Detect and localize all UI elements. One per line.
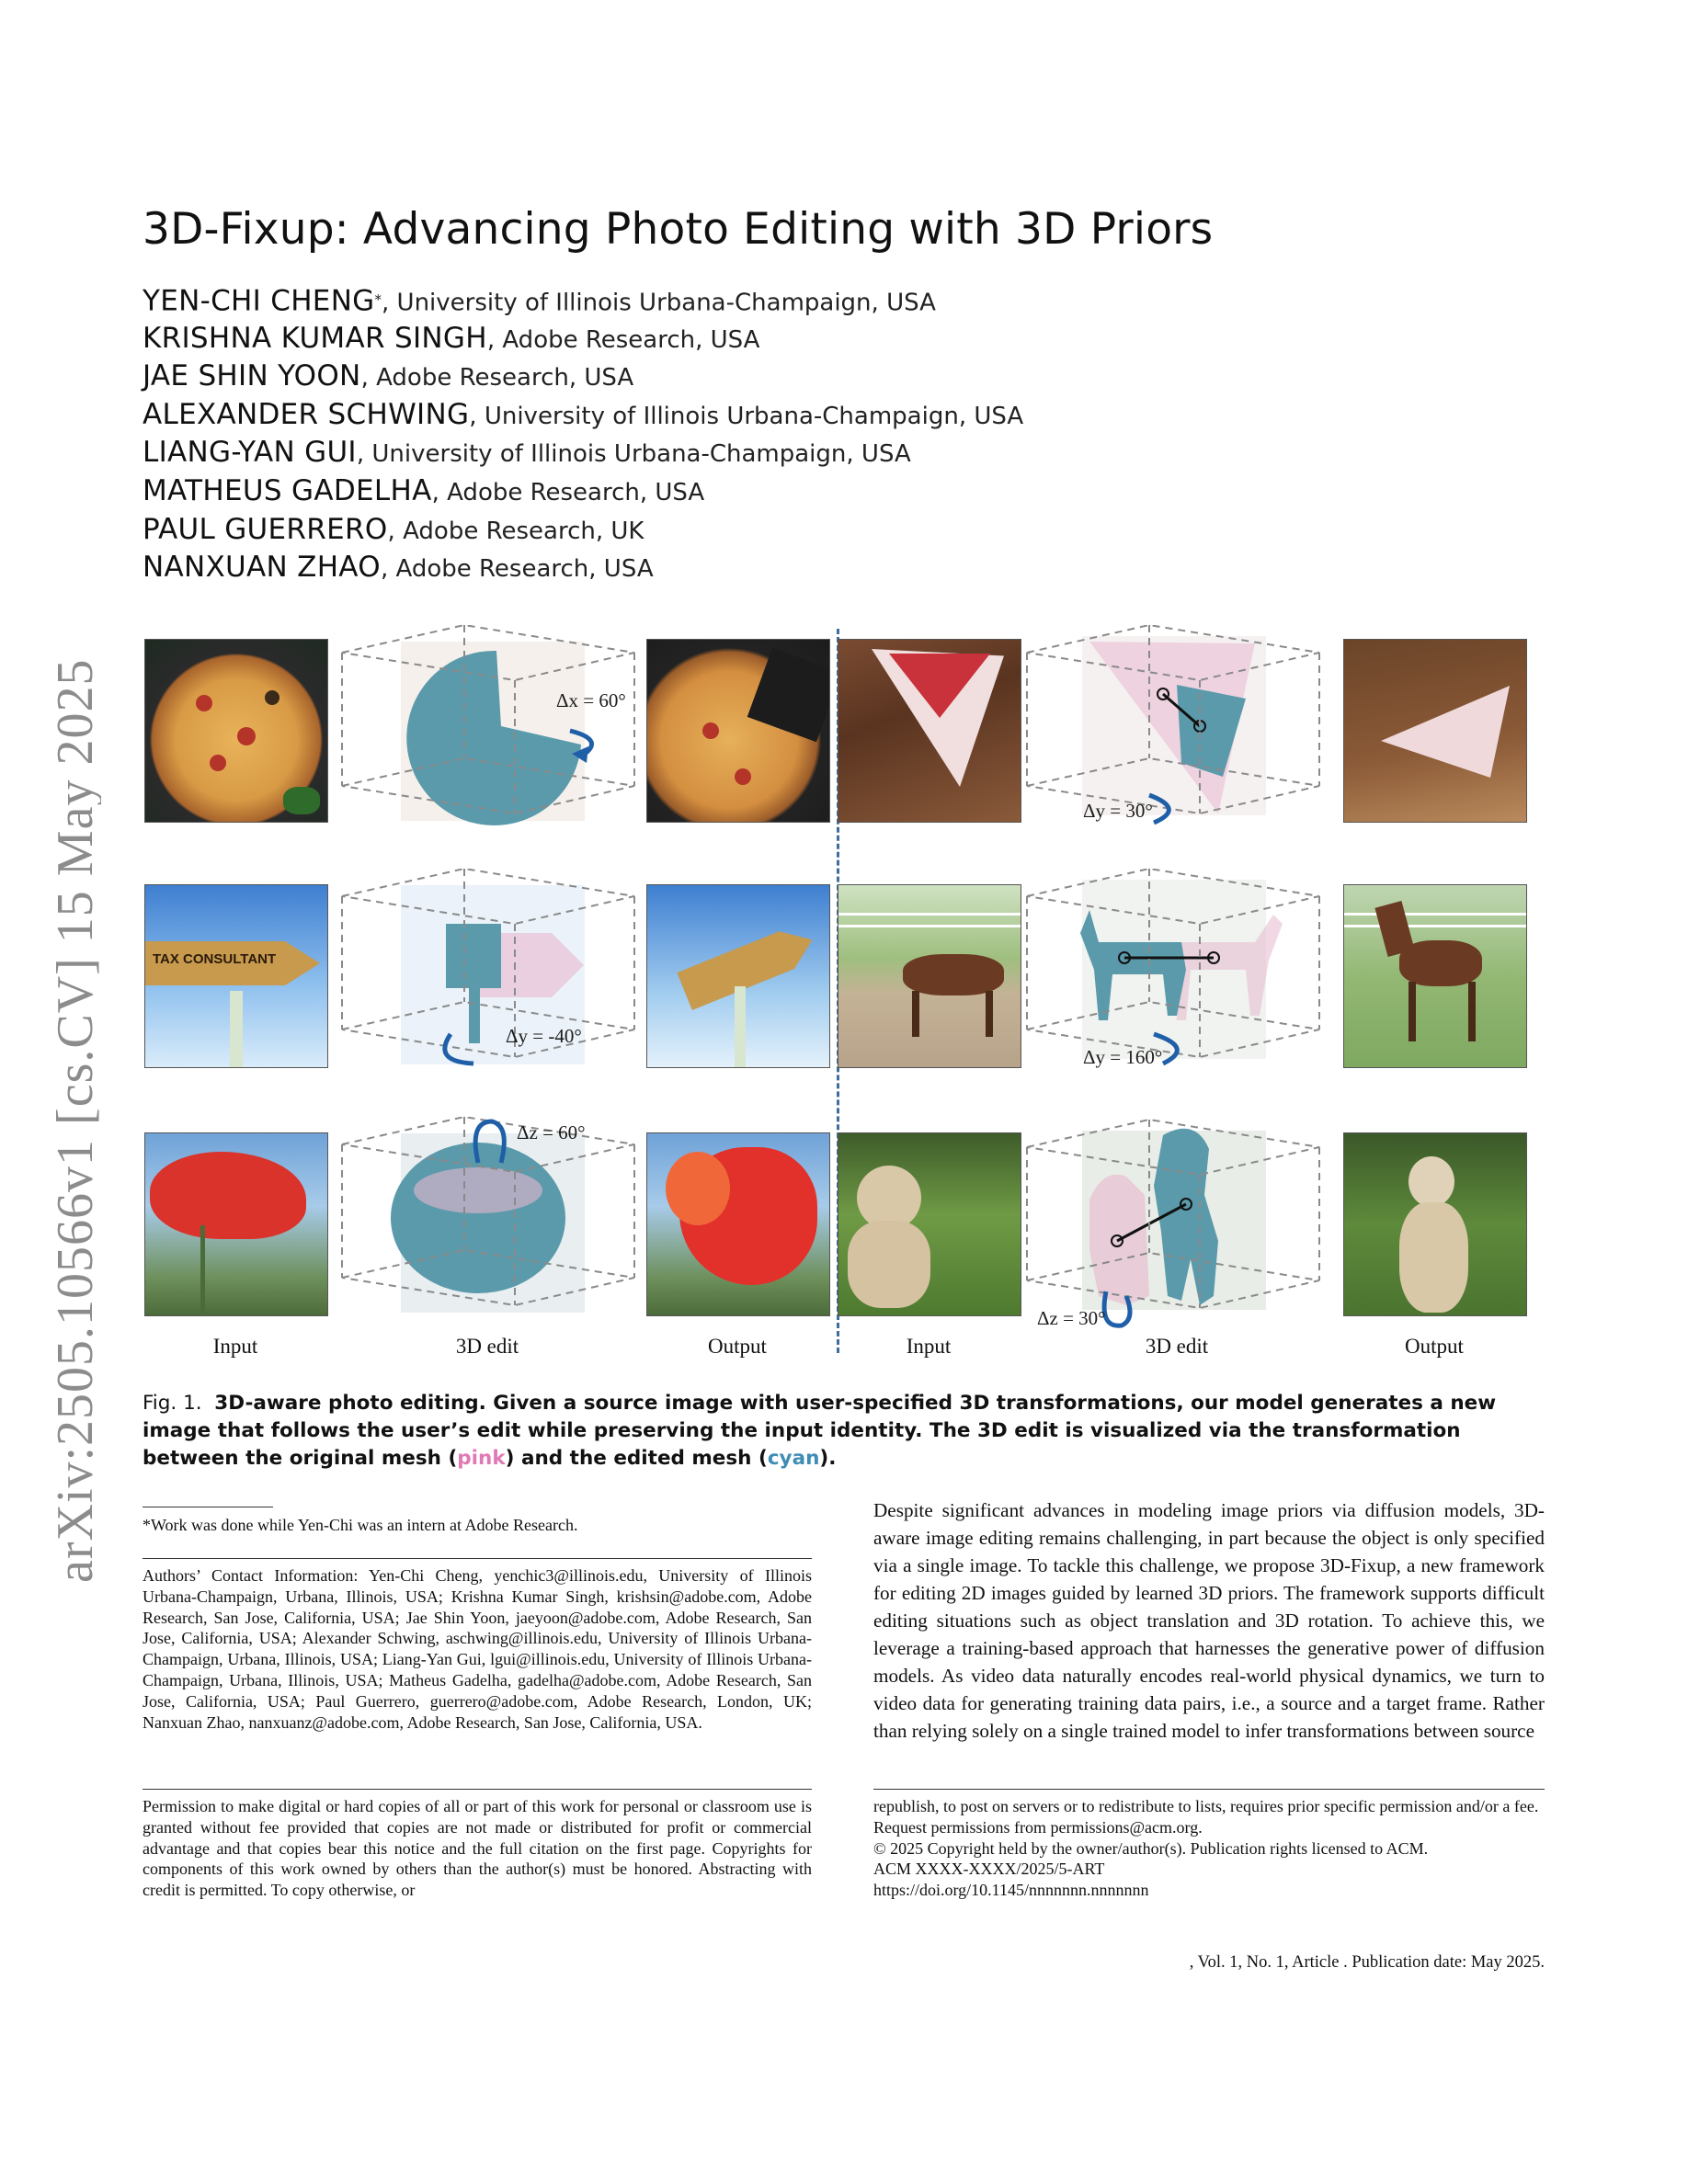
input-image-sign bbox=[144, 884, 328, 1068]
arxiv-stamp-text: arXiv:2505.10566v1 [cs.CV] 15 May 2025 bbox=[47, 658, 101, 1583]
author-name: KRISHNA KUMAR SINGH bbox=[143, 321, 487, 355]
output-image-poppy bbox=[646, 1132, 830, 1316]
author-line bbox=[143, 549, 1430, 587]
permission-line: republish, to post on servers or to redistribute to lists, requires prior specific permission and/or a fee. Request permissions from permissions@acm.org. bbox=[873, 1797, 1539, 1837]
journal-info: , Vol. 1, No. 1, Article . Publication date: May 2025. bbox=[1189, 1953, 1545, 1972]
author-line bbox=[143, 320, 1430, 358]
author-affiliation: , University of Illinois Urbana-Champaign, USA bbox=[356, 440, 911, 469]
column-label: Input bbox=[212, 1335, 258, 1358]
author-affiliation: , University of Illinois Urbana-Champaign, USA bbox=[382, 289, 936, 317]
author-affiliation: , Adobe Research, UK bbox=[387, 517, 644, 545]
figure-caption bbox=[143, 1390, 1549, 1473]
edit-label: Δz = 60° bbox=[517, 1121, 586, 1143]
edit-cube-poppy bbox=[340, 1117, 644, 1328]
caption-text-end: ). bbox=[819, 1447, 837, 1470]
caption-text: 3D-aware photo editing. Given a source image with user-specified 3D transformations, our model generates a new image that follows the user’s edit while preserving the input identity. The 3D edit is visualized via the transformation between the original mesh ( bbox=[143, 1392, 1497, 1470]
edit-label: Δz = 30° bbox=[1037, 1307, 1106, 1329]
output-image-horse bbox=[1343, 884, 1527, 1068]
output-image-dog bbox=[1343, 1132, 1527, 1316]
edit-label: Δx = 60° bbox=[556, 689, 626, 711]
caption-pink: pink bbox=[457, 1447, 506, 1470]
column-label: Input bbox=[906, 1335, 952, 1358]
caption-text-mid: ) and the edited mesh ( bbox=[505, 1447, 768, 1470]
author-name: JAE SHIN YOON bbox=[143, 359, 361, 393]
author-name: YEN-CHI CHENG bbox=[143, 284, 375, 318]
author-line bbox=[143, 472, 1430, 511]
column-label: Output bbox=[1405, 1335, 1464, 1358]
author-line bbox=[143, 358, 1430, 396]
edit-label: Δy = 30° bbox=[1083, 800, 1153, 822]
figure-teaser bbox=[138, 625, 1554, 1379]
edit-cube-dog bbox=[1025, 1112, 1329, 1328]
author-line bbox=[143, 396, 1430, 435]
author-line bbox=[143, 511, 1430, 550]
author-affiliation: , Adobe Research, USA bbox=[431, 478, 705, 506]
input-image-poppy bbox=[144, 1132, 328, 1316]
edit-cube-cushion bbox=[1025, 625, 1329, 836]
edit-label: Δy = -40° bbox=[506, 1025, 582, 1047]
permission-rule-left bbox=[143, 1789, 812, 1790]
contact-rule bbox=[143, 1558, 812, 1559]
paper-title: 3D-Fixup: Advancing Photo Editing with 3D Priors bbox=[143, 204, 1214, 255]
edit-cube-pizza bbox=[340, 625, 644, 836]
edit-cube-sign bbox=[340, 869, 644, 1080]
edit-label: Δy = 160° bbox=[1083, 1046, 1163, 1068]
abstract: Despite significant advances in modeling image priors via diffusion models, 3D-aware image editing remains challenging, in part because the object is only specified via a single image. To tackle this challenge, we propose 3D-Fixup, a new framework for editing 2D images guided by learned 3D priors. The framework supports difficult editing situations such as object translation and 3D rotation. To achieve this, we leverage a training-based approach that harnesses the generative power of diffusion models. As video data naturally encodes real-world physical dynamics, we turn to video data for generating training data pairs, i.e., a source and a target frame. Rather than relying solely on a single trained model to infer transformations between source bbox=[873, 1499, 1545, 1742]
author-affiliation: , Adobe Research, USA bbox=[380, 555, 654, 584]
author-list bbox=[143, 281, 1430, 587]
author-line bbox=[143, 281, 1430, 320]
output-image-sign bbox=[646, 884, 830, 1068]
edit-cube-horse bbox=[1025, 869, 1329, 1080]
output-image-cushion bbox=[1343, 639, 1527, 823]
author-name: PAUL GUERRERO bbox=[143, 512, 388, 546]
output-image-pizza bbox=[646, 639, 830, 823]
author-contact-info: Authors’ Contact Information: Yen-Chi Cheng, yenchic3@illinois.edu, University of Illinois Urbana-Champaign, Urbana, Illinois, USA; Krishna Kumar Singh, krishsin@adobe.com, Adobe Research, San Jose, California, USA; Jae Shin Yoon, jaeyoon@adobe.com, Adobe Research, San Jose, California, USA; Alexander Schwing, aschwing@illinois.edu, University of Illinois Urbana-Champaign, Urbana, Illinois, USA; Liang-Yan Gui, lgui@illinois.edu, University of Illinois Urbana-Champaign, Urbana, Illinois, USA; Matheus Gadelha, gadelha@adobe.com, Adobe Research, San Jose, California, USA; Paul Guerrero, guerrero@adobe.com, Adobe Research, London, UK; Nanxuan Zhao, nanxuanz@adobe.com, Adobe Research, San Jose, California, USA. bbox=[143, 1566, 812, 1732]
author-mark: * bbox=[374, 291, 382, 308]
footnote: *Work was done while Yen-Chi was an intern at Adobe Research. bbox=[143, 1516, 578, 1534]
author-name: ALEXANDER SCHWING bbox=[143, 397, 470, 431]
author-name: LIANG-YAN GUI bbox=[143, 436, 357, 470]
author-affiliation: , Adobe Research, USA bbox=[360, 364, 634, 392]
author-line bbox=[143, 434, 1430, 472]
doi-link[interactable]: https://doi.org/10.1145/nnnnnnn.nnnnnnn bbox=[873, 1881, 1149, 1900]
column-label: 3D edit bbox=[455, 1335, 519, 1358]
permission-rule-right bbox=[873, 1789, 1545, 1790]
copyright-line: © 2025 Copyright held by the owner/author(s). Publication rights licensed to ACM. bbox=[873, 1838, 1429, 1858]
permission-text-left: Permission to make digital or hard copies of all or part of this work for personal or classroom use is granted without fee provided that copies are not made or distributed for profit or commercial advantage and that copies bear this notice and the full citation on the first page. Copyrights for components of this work owned by others than the author(s) must be honored. Abstracting with credit is permitted. To copy otherwise, or bbox=[143, 1797, 812, 1900]
author-affiliation: , University of Illinois Urbana-Champaign, USA bbox=[469, 402, 1024, 430]
arxiv-stamp bbox=[18, 597, 101, 1590]
input-image-dog bbox=[838, 1132, 1021, 1316]
sign-text: TAX CONSULTANT bbox=[153, 951, 277, 967]
author-affiliation: , Adobe Research, USA bbox=[486, 325, 760, 354]
column-label: Output bbox=[708, 1335, 767, 1358]
author-name: NANXUAN ZHAO bbox=[143, 551, 381, 585]
acm-line: ACM XXXX-XXXX/2025/5-ART bbox=[873, 1860, 1105, 1879]
author-name: MATHEUS GADELHA bbox=[143, 473, 432, 507]
caption-fig-no: Fig. 1. bbox=[143, 1392, 202, 1415]
input-image-horse bbox=[838, 884, 1021, 1068]
permission-text-right bbox=[873, 1796, 1545, 1901]
input-image-cushion bbox=[838, 639, 1021, 823]
caption-cyan: cyan bbox=[767, 1447, 820, 1470]
column-label: 3D edit bbox=[1145, 1335, 1209, 1358]
input-image-pizza bbox=[144, 639, 328, 823]
